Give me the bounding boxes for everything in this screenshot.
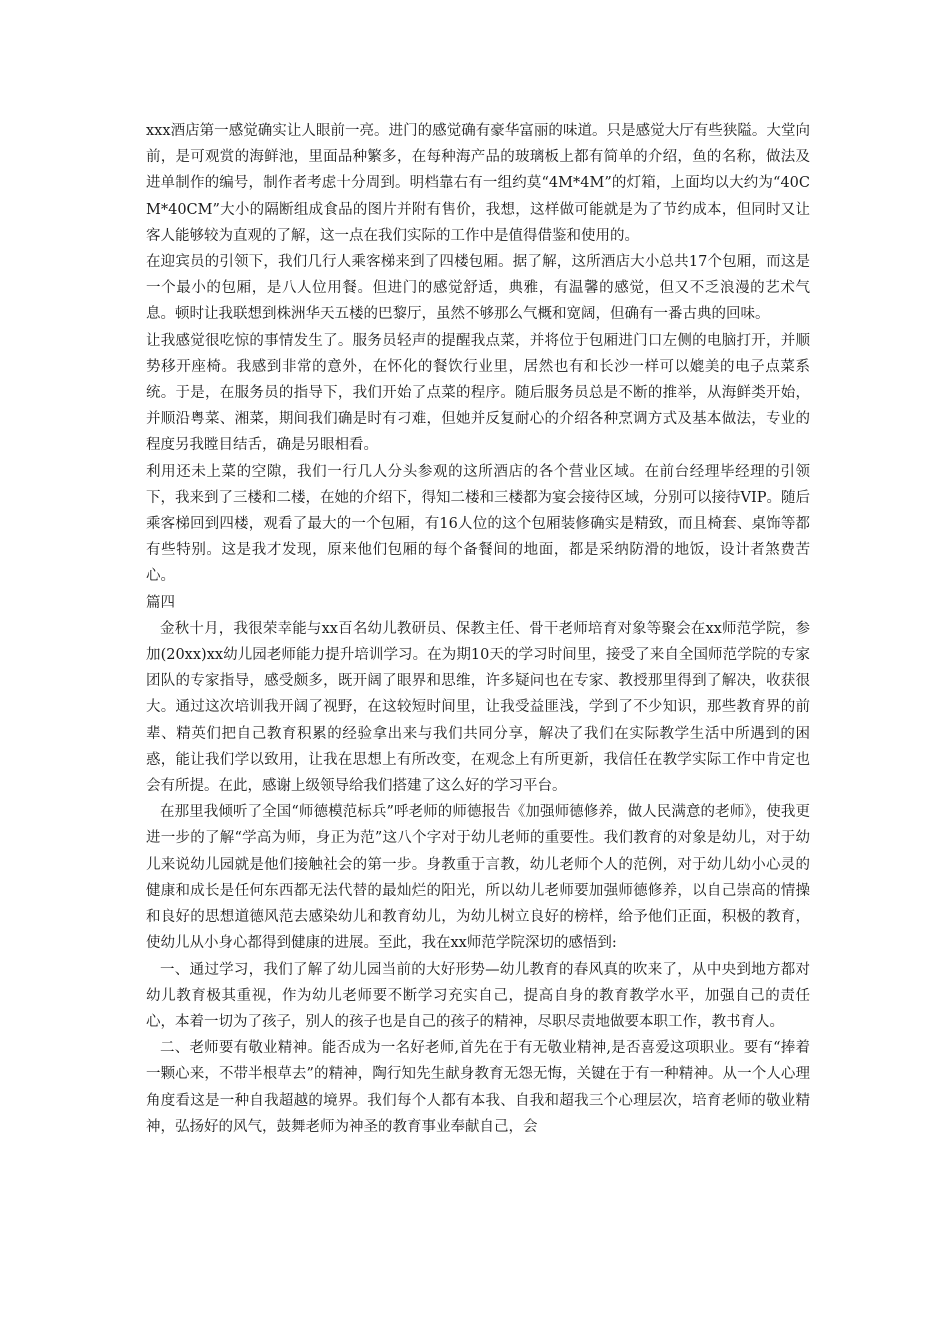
paragraph-point-one: 一、通过学习，我们了解了幼儿园当前的大好形势—幼儿教育的春风真的吹来了，从中央到地方都对幼儿教育极其重视，作为幼儿老师要不断学习充实自己，提高自身的教育教学水平，加强自己的责任心，本着一切为了孩子，别人的孩子也是自己的孩子的精神，尽职尽责地做要本职工作，教书育人。 <box>146 961 810 1030</box>
paragraph-private-room: 在迎宾员的引领下，我们几行人乘客梯来到了四楼包厢。据了解，这所酒店大小总共17个包厢，而这是一个最小的包厢，是八人位用餐。但进门的感觉舒适，典雅，有温馨的感觉，但又不乏浪漫的艺术气息。顿时让我联想到株洲华天五楼的巴黎厅，虽然不够那么气概和宽阔，但确有一番古典的回味。 <box>146 254 810 323</box>
paragraph-training-intro: 金秋十月，我很荣幸能与xx百名幼儿教研员、保教主任、骨干老师培育对象等聚会在xx师范学院，参加(20xx)xx幼儿园老师能力提升培训学习。在为期10天的学习时间里，接受了来自全国师范学院的专家团队的专家指导，感受颇多，既开阔了眼界和思维，许多疑问也在专家、教授那里得到了解决，收获很大。通过这次培训我开阔了视野，在这较短时间里，让我受益匪浅，学到了不少知识，那些教育界的前辈、精英们把自己教育积累的经验拿出来与我们共同分享，解决了我们在实际教学生活中所遇到的困惑，能让我们学以致用，让我在思想上有所改变，在观念上有所更新，我信任在教学实际工作中肯定也会有所提。在此，感谢上级领导给我们搭建了这么好的学习平台。 <box>146 620 810 795</box>
paragraph-business-areas: 利用还未上菜的空隙，我们一行几人分头参观的这所酒店的各个营业区域。在前台经理毕经理的引领下，我来到了三楼和二楼，在她的介绍下，得知二楼和三楼都为宴会接待区域，分别可以接待VIP。随后乘客梯回到四楼，观看了最大的一个包厢，有16人位的这个包厢装修确实是精致，而且椅套、桌饰等都有些特别。这是我才发现，原来他们包厢的每个备餐间的地面，都是采纳防滑的地饭，设计者煞费苦心。 <box>146 463 810 585</box>
section-heading: 篇四 <box>146 594 175 611</box>
document-body <box>146 118 810 1140</box>
paragraph-point-two: 二、老师要有敬业精神。能否成为一名好老师,首先在于有无敬业精神,是否喜爱这项职业。要有“捧着一颗心来，不带半根草去”的精神，陶行知先生献身教育无怨无悔，关键在于有一种精神。从一个人心理角度看这是一种自我超越的境界。我们每个人都有本我、自我和超我三个心理层次，培育老师的敬业精神，弘扬好的风气，鼓舞老师为神圣的教育事业奉献自己，会 <box>146 1040 810 1135</box>
paragraph-ordering-system: 让我感觉很吃惊的事情发生了。服务员轻声的提醒我点菜，并将位于包厢进门口左侧的电脑打开，并顺势移开座椅。我感到非常的意外，在怀化的餐饮行业里，居然也有和长沙一样可以媲美的电子点菜系统。于是，在服务员的指导下，我们开始了点菜的程序。随后服务员总是不断的推举，从海鲜类开始，并顺沿粤菜、湘菜，期间我们确是时有刁难，但她并反复耐心的介绍各种烹调方式及基本做法，专业的程度另我瞠目结舌，确是另眼相看。 <box>146 332 810 454</box>
paragraph-teacher-ethics: 在那里我倾听了全国“师德模范标兵”呼老师的师德报告《加强师德修养，做人民满意的老师》，使我更进一步的了解“学高为师，身正为范”这八个字对于幼儿老师的重要性。我们教育的对象是幼儿，对于幼儿来说幼儿园就是他们接触社会的第一步。身教重于言教，幼儿老师个人的范例，对于幼儿幼小心灵的健康和成长是任何东西都无法代替的最灿烂的阳光，所以幼儿老师要加强师德修养，以自己崇高的情操和良好的思想道德风范去感染幼儿和教育幼儿，为幼儿树立良好的榜样，给予他们正面，积极的教育，使幼儿从小身心都得到健康的进展。至此，我在xx师范学院深切的感悟到: <box>146 804 810 952</box>
paragraph-hotel-impression: xxx酒店第一感觉确实让人眼前一亮。进门的感觉确有豪华富丽的味道。只是感觉大厅有些狭隘。大堂向前，是可观赏的海鲜池，里面品种繁多，在每种海产品的玻璃板上都有简单的介绍，鱼的名称，做法及进单制作的编号，制作者考虑十分周到。明档靠右有一组约莫“4M*4M”的灯箱，上面均以大约为“40CM*40CM”大小的隔断组成食品的图片并附有售价，我想，这样做可能就是为了节约成本，但同时又让客人能够较为直观的了解，这一点在我们实际的工作中是值得借鉴和使用的。 <box>146 123 810 244</box>
